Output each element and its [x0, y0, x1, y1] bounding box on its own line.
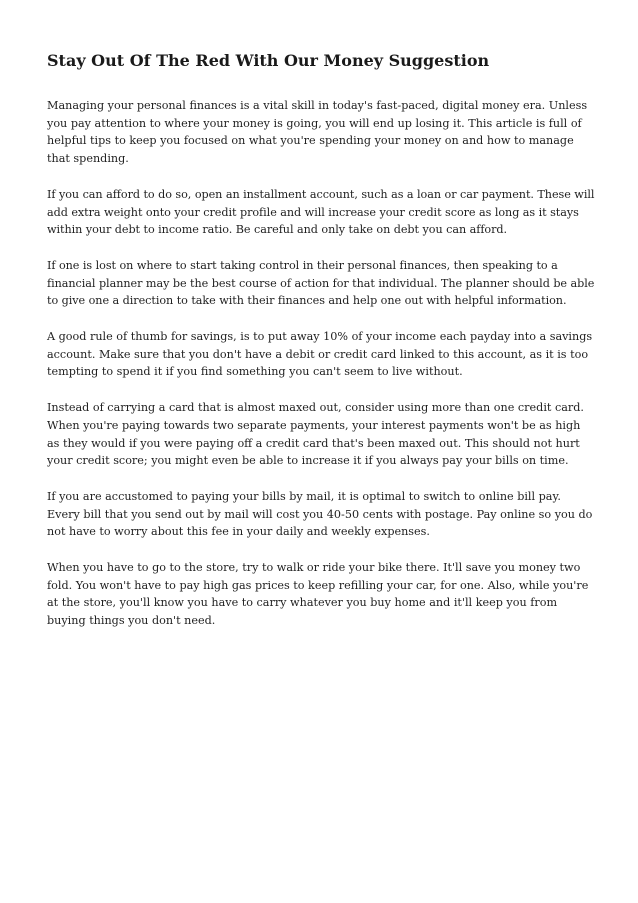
paragraph-online-bill-pay: If you are accustomed to paying your bills by mail, it is optimal to switch to online bill pay. Every bill that you send out by mail will cost you 40-50 cents with postage. Pay online so you do not have to worry about this fee in your daily and weekly expenses.: [47, 489, 593, 539]
paragraph-savings-rule: A good rule of thumb for savings, is to put away 10% of your income each payday into a savings account. Make sure that you don't have a debit or credit card linked to this account, as it is too tempting to spend it if you find something you can't seem to live without.: [47, 330, 593, 379]
document-title: Stay Out Of The Red With Our Money Suggestion: [47, 51, 490, 70]
document-page: [47, 50, 595, 648]
paragraph-multiple-cards: Instead of carrying a card that is almost maxed out, consider using more than one credit card. When you're paying towards two separate payments, your interest payments won't be as high as they would if you were paying off a credit card that's been maxed out. This should not hurt your credit score; you might even be able to increase it if you always pay your bills on time.: [47, 401, 584, 468]
paragraph-intro: Managing your personal finances is a vital skill in today's fast-paced, digital money era. Unless you pay attention to where your money is going, you will end up losing it. This article is full of helpful tips to keep you focused on what you're spending your money on and how to manage that spending.: [47, 99, 588, 166]
paragraph-walk-to-store: When you have to go to the store, try to walk or ride your bike there. It'll save you money two fold. You won't have to pay high gas prices to keep refilling your car, for one. Also, while you're at the store, you'll know you have to carry whatever you buy home and it'll keep you from buying things you don't need.: [47, 561, 589, 628]
paragraph-financial-planner: If one is lost on where to start taking control in their personal finances, then speaking to a financial planner may be the best course of action for that individual. The planner should be able to give one a direction to take with their finances and help one out with helpful information.: [47, 258, 595, 308]
paragraph-installment-account: If you can afford to do so, open an installment account, such as a loan or car payment. These will add extra weight onto your credit profile and will increase your credit score as long as it stays within your debt to income ratio. Be careful and only take on debt you can afford.: [47, 187, 595, 237]
